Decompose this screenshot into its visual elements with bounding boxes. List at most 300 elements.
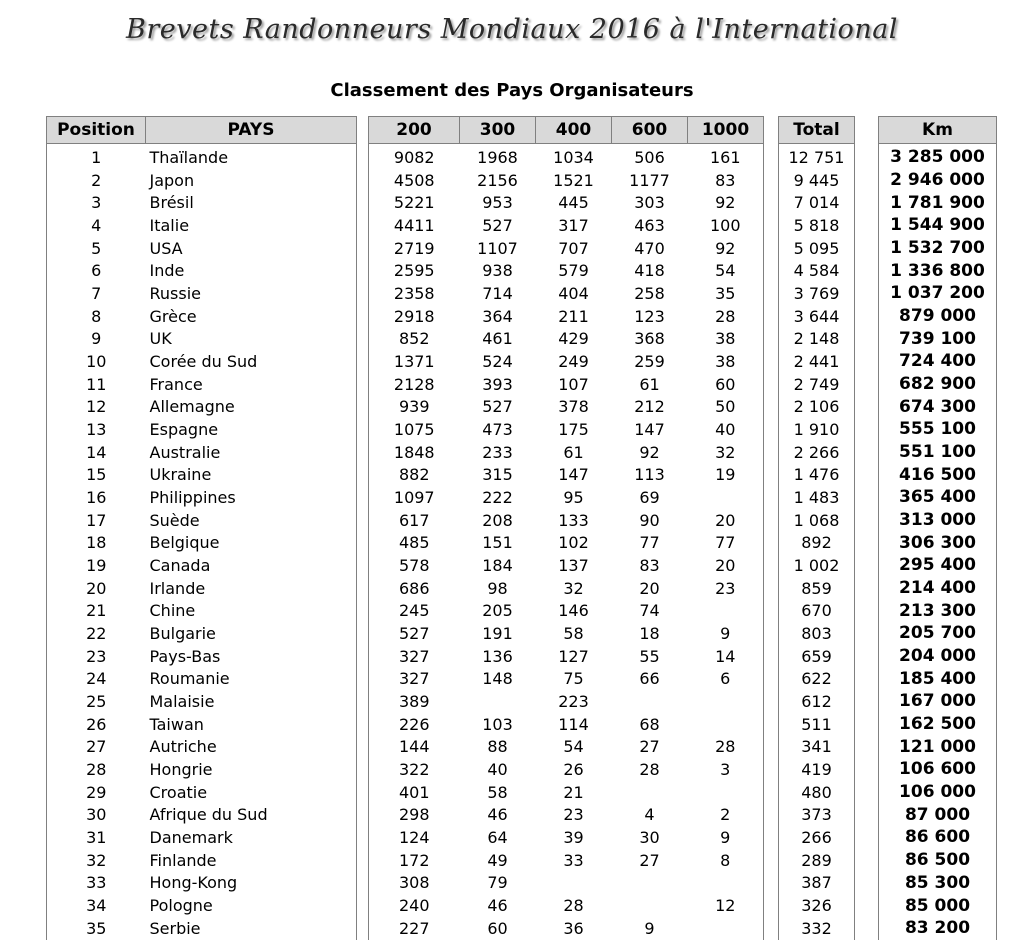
distance-300-cell: 1107 [477,238,518,258]
distance-200-cell: 4508 [369,169,460,192]
table-row [879,214,997,237]
country-cell: Belgique [146,531,357,554]
total-cell: 373 [779,803,855,826]
total-cell: 1 002 [779,554,855,577]
table-row [779,169,855,192]
distance-400-cell: 404 [558,283,589,303]
table-row [369,463,764,486]
km-cell: 167 000 [879,690,997,713]
table-row [47,191,357,214]
table-row [779,577,855,600]
table-row [779,645,855,668]
table-row [369,305,764,328]
table-row [779,441,855,464]
distance-600-cell: 28 [639,759,660,779]
table-row [47,418,357,441]
table-row [779,305,855,328]
table-row [879,577,997,600]
country-cell: Corée du Sud [146,350,357,373]
table-row [779,849,855,872]
total-cell: 332 [779,917,855,940]
distance-1000-cell: 8 [688,849,764,872]
distance-600-cell: 259 [634,351,665,371]
country-cell: Brésil [146,191,357,214]
distance-300-cell: 1968 [477,147,518,167]
distance-600-cell: 113 [634,465,665,485]
km-cell: 724 400 [879,350,997,373]
table-row [369,826,764,849]
table-row [779,599,855,622]
distance-200-cell: 2358 [369,282,460,305]
km-cell: 1 532 700 [879,237,997,260]
table-row [369,169,764,192]
distance-300-cell: 148 [482,669,513,689]
distance-1000-cell [688,486,764,509]
distance-400-cell: 137 [558,555,589,575]
distance-400-cell: 102 [558,533,589,553]
km-cell: 879 000 [879,305,997,328]
table-row [779,237,855,260]
km-cell: 85 300 [879,872,997,895]
distance-300-cell: 364 [482,306,513,326]
page-title: Brevets Randonneurs Mondiaux 2016 à l'International [126,14,898,45]
table-row [779,826,855,849]
km-cell: 3 285 000 [879,144,997,169]
table-row [879,713,997,736]
position-cell: 2 [47,169,146,192]
km-table [878,116,997,940]
header-1000: 1000 [688,117,764,144]
distance-600-cell: 55 [639,646,660,666]
distance-400-cell: 95 [563,487,584,507]
table-row [879,305,997,328]
distance-1000-cell: 54 [688,259,764,282]
table-row [47,486,357,509]
distance-200-cell: 322 [369,758,460,781]
km-cell: 162 500 [879,713,997,736]
km-cell: 106 600 [879,758,997,781]
country-cell: Afrique du Sud [146,803,357,826]
km-cell: 86 500 [879,849,997,872]
distance-600-cell: 83 [639,555,660,575]
header-300: 300 [460,117,536,144]
table-row [779,758,855,781]
position-cell: 26 [47,713,146,736]
total-cell: 2 441 [779,350,855,373]
table-row [879,531,997,554]
table-row [879,917,997,940]
table-row [879,667,997,690]
total-cell: 4 584 [779,259,855,282]
table-row [879,327,997,350]
total-cell: 266 [779,826,855,849]
table-row [369,282,764,305]
table-row [779,554,855,577]
total-cell: 12 751 [779,144,855,169]
distance-400-cell: 249 [558,351,589,371]
distance-400-cell: 223 [558,691,589,711]
table-row [47,894,357,917]
distance-300-cell: 938 [482,261,513,281]
distance-600-cell: 77 [639,533,660,553]
distance-400-cell: 211 [558,306,589,326]
position-cell: 20 [47,577,146,600]
distance-600-cell: 258 [634,283,665,303]
position-cell: 8 [47,305,146,328]
distance-600-cell: 418 [634,261,665,281]
distance-300-cell: 222 [482,487,513,507]
distance-300-cell: 60 [487,918,508,938]
table-row [369,214,764,237]
country-cell: Espagne [146,418,357,441]
position-cell: 34 [47,894,146,917]
distance-300-cell [460,690,536,713]
country-cell: Canada [146,554,357,577]
distance-600-cell: 147 [634,419,665,439]
distance-300-cell: 103 [482,714,513,734]
table-row [369,645,764,668]
table-row [369,509,764,532]
km-cell: 1 037 200 [879,282,997,305]
table-row [879,373,997,396]
table-row [369,713,764,736]
distance-400-cell: 707 [558,238,589,258]
distance-400-cell: 36 [563,918,584,938]
table-row [369,803,764,826]
km-cell: 87 000 [879,803,997,826]
distance-300-cell: 136 [482,646,513,666]
distance-1000-cell [688,599,764,622]
country-cell: Allemagne [146,395,357,418]
table-row [47,849,357,872]
distance-300-cell: 46 [487,896,508,915]
total-cell: 511 [779,713,855,736]
km-cell: 555 100 [879,418,997,441]
distance-1000-cell [688,690,764,713]
table-row [779,894,855,917]
country-cell: UK [146,327,357,350]
position-cell: 5 [47,237,146,260]
distance-600-cell: 9 [644,918,655,938]
table-row [879,350,997,373]
table-row [879,781,997,804]
table-row [779,486,855,509]
distance-600-cell [612,781,688,804]
table-row [369,531,764,554]
country-cell: Irlande [146,577,357,600]
table-row [369,917,764,940]
table-row [369,599,764,622]
position-cell: 28 [47,758,146,781]
table-row [779,509,855,532]
table-row [47,758,357,781]
km-cell: 682 900 [879,373,997,396]
km-cell: 86 600 [879,826,997,849]
distance-400-cell: 445 [558,193,589,213]
distance-400-cell: 32 [563,578,584,598]
distance-400-cell: 317 [558,215,589,235]
total-cell: 326 [779,894,855,917]
distance-200-cell: 939 [369,395,460,418]
km-cell: 306 300 [879,531,997,554]
table-row [47,554,357,577]
distance-300-cell: 98 [487,578,508,598]
distance-1000-cell: 28 [688,735,764,758]
table-row [879,441,997,464]
table-row [369,441,764,464]
table-row [47,531,357,554]
position-cell: 7 [47,282,146,305]
distance-200-cell: 240 [369,894,460,917]
total-cell: 289 [779,849,855,872]
position-cell: 14 [47,441,146,464]
table-row [779,214,855,237]
distance-300-cell: 58 [487,782,508,802]
table-row [779,191,855,214]
table-row [369,690,764,713]
position-cell: 15 [47,463,146,486]
table-row [47,826,357,849]
distance-1000-cell [688,713,764,736]
total-cell: 480 [779,781,855,804]
distance-600-cell: 1177 [629,170,670,190]
distance-200-cell: 686 [369,577,460,600]
table-row [879,622,997,645]
table-row [369,894,764,917]
distance-600-cell: 4 [644,805,655,825]
country-cell: Finlande [146,849,357,872]
distance-600-cell: 68 [639,714,660,734]
distance-300-cell: 527 [482,397,513,417]
table-row [369,144,764,169]
header-position: Position [47,117,146,144]
position-cell: 10 [47,350,146,373]
km-cell: 106 000 [879,781,997,804]
distance-200-cell: 144 [369,735,460,758]
table-row [879,169,997,192]
distance-400-cell: 61 [563,442,584,462]
total-cell: 3 769 [779,282,855,305]
distance-400-cell: 1521 [553,170,594,190]
distance-300-cell: 208 [482,510,513,530]
total-cell: 5 095 [779,237,855,260]
position-cell: 11 [47,373,146,396]
table-row [47,735,357,758]
distance-400-cell: 26 [563,759,584,779]
total-cell: 9 445 [779,169,855,192]
km-cell: 551 100 [879,441,997,464]
distance-200-cell: 2128 [369,373,460,396]
table-row [369,758,764,781]
km-cell: 365 400 [879,486,997,509]
distance-1000-cell: 6 [688,667,764,690]
distance-600-cell: 27 [639,850,660,870]
table-row [369,735,764,758]
distance-300-cell: 191 [482,623,513,643]
distance-600-cell: 74 [639,601,660,621]
distance-400-cell: 127 [558,646,589,666]
position-cell: 3 [47,191,146,214]
table-row [47,622,357,645]
table-row [879,803,997,826]
table-row [879,872,997,895]
table-row [47,282,357,305]
table-row [47,259,357,282]
distance-200-cell: 327 [369,667,460,690]
table-row [779,395,855,418]
table-row [47,917,357,940]
table-row [879,599,997,622]
distance-600-cell: 368 [634,329,665,349]
distance-400-cell: 378 [558,397,589,417]
table-row [369,577,764,600]
table-row [779,463,855,486]
total-cell: 859 [779,577,855,600]
table-row [779,144,855,169]
distance-200-cell: 327 [369,645,460,668]
table-row [47,599,357,622]
table-row [369,373,764,396]
table-row [779,917,855,940]
distance-1000-cell: 92 [688,191,764,214]
distance-1000-cell: 38 [688,327,764,350]
distance-300-cell: 64 [487,827,508,847]
position-cell: 21 [47,599,146,622]
total-cell: 7 014 [779,191,855,214]
total-cell: 1 476 [779,463,855,486]
position-cell: 4 [47,214,146,237]
table-subtitle: Classement des Pays Organisateurs [330,80,694,101]
table-row [779,327,855,350]
distance-200-cell: 1848 [369,441,460,464]
distance-1000-cell: 14 [688,645,764,668]
table-row [779,622,855,645]
position-cell: 1 [47,144,146,169]
distance-300-cell: 151 [482,533,513,553]
total-cell: 2 106 [779,395,855,418]
table-row [779,690,855,713]
table-row [779,350,855,373]
distance-400-cell: 28 [563,896,584,915]
distance-400-cell: 107 [558,374,589,394]
distance-200-cell: 527 [369,622,460,645]
table-row [779,667,855,690]
distance-400-cell: 33 [563,850,584,870]
table-row [47,713,357,736]
table-row [47,214,357,237]
position-cell: 23 [47,645,146,668]
table-row [879,849,997,872]
country-cell: Inde [146,259,357,282]
distance-200-cell: 124 [369,826,460,849]
distance-600-cell: 303 [634,193,665,213]
distance-200-cell: 4411 [369,214,460,237]
distance-600-cell: 20 [639,578,660,598]
table-row [47,395,357,418]
country-cell: Taiwan [146,713,357,736]
header-km: Km [879,117,997,144]
country-cell: Chine [146,599,357,622]
total-cell: 670 [779,599,855,622]
distance-400-cell: 39 [563,827,584,847]
table-row [879,894,997,917]
position-cell: 6 [47,259,146,282]
distance-300-cell: 473 [482,419,513,439]
km-cell: 739 100 [879,327,997,350]
country-cell: Thaïlande [146,144,357,169]
distance-200-cell: 1371 [369,350,460,373]
distance-1000-cell: 100 [688,214,764,237]
distance-1000-cell: 60 [688,373,764,396]
distance-400-cell: 23 [563,805,584,825]
distance-1000-cell: 92 [688,237,764,260]
distance-600-cell: 61 [639,374,660,394]
table-row [47,872,357,895]
table-row [879,735,997,758]
table-row [879,758,997,781]
position-cell: 25 [47,690,146,713]
table-row [47,327,357,350]
distance-1000-cell: 83 [688,169,764,192]
header-pays: PAYS [146,117,357,144]
km-cell: 1 336 800 [879,259,997,282]
table-row [47,577,357,600]
position-cell: 35 [47,917,146,940]
country-cell: Hongrie [146,758,357,781]
distance-1000-cell: 23 [688,577,764,600]
distance-1000-cell: 50 [688,395,764,418]
position-cell: 13 [47,418,146,441]
distance-400-cell [536,872,612,895]
distance-1000-cell: 9 [688,622,764,645]
table-row [47,305,357,328]
distance-1000-cell: 2 [688,803,764,826]
total-cell: 341 [779,735,855,758]
position-cell: 16 [47,486,146,509]
total-cell: 2 148 [779,327,855,350]
distance-1000-cell [688,781,764,804]
distance-400-cell: 579 [558,261,589,281]
distance-600-cell: 66 [639,669,660,689]
distance-1000-cell [688,917,764,940]
distance-600-cell: 90 [639,510,660,530]
km-cell: 416 500 [879,463,997,486]
distance-300-cell: 524 [482,351,513,371]
table-row [47,169,357,192]
km-cell: 83 200 [879,917,997,940]
country-cell: Suède [146,509,357,532]
km-cell: 185 400 [879,667,997,690]
table-row [369,327,764,350]
total-cell: 387 [779,872,855,895]
position-cell: 22 [47,622,146,645]
distance-1000-cell: 9 [688,826,764,849]
distance-200-cell: 2595 [369,259,460,282]
position-cell: 33 [47,872,146,895]
country-cell: Croatie [146,781,357,804]
position-cell: 30 [47,803,146,826]
table-row [369,395,764,418]
table-row [779,531,855,554]
total-cell: 659 [779,645,855,668]
distance-300-cell: 79 [487,873,508,893]
total-cell: 892 [779,531,855,554]
table-row [369,259,764,282]
km-cell: 121 000 [879,735,997,758]
distance-200-cell: 852 [369,327,460,350]
distance-200-cell: 227 [369,917,460,940]
table-row [779,282,855,305]
